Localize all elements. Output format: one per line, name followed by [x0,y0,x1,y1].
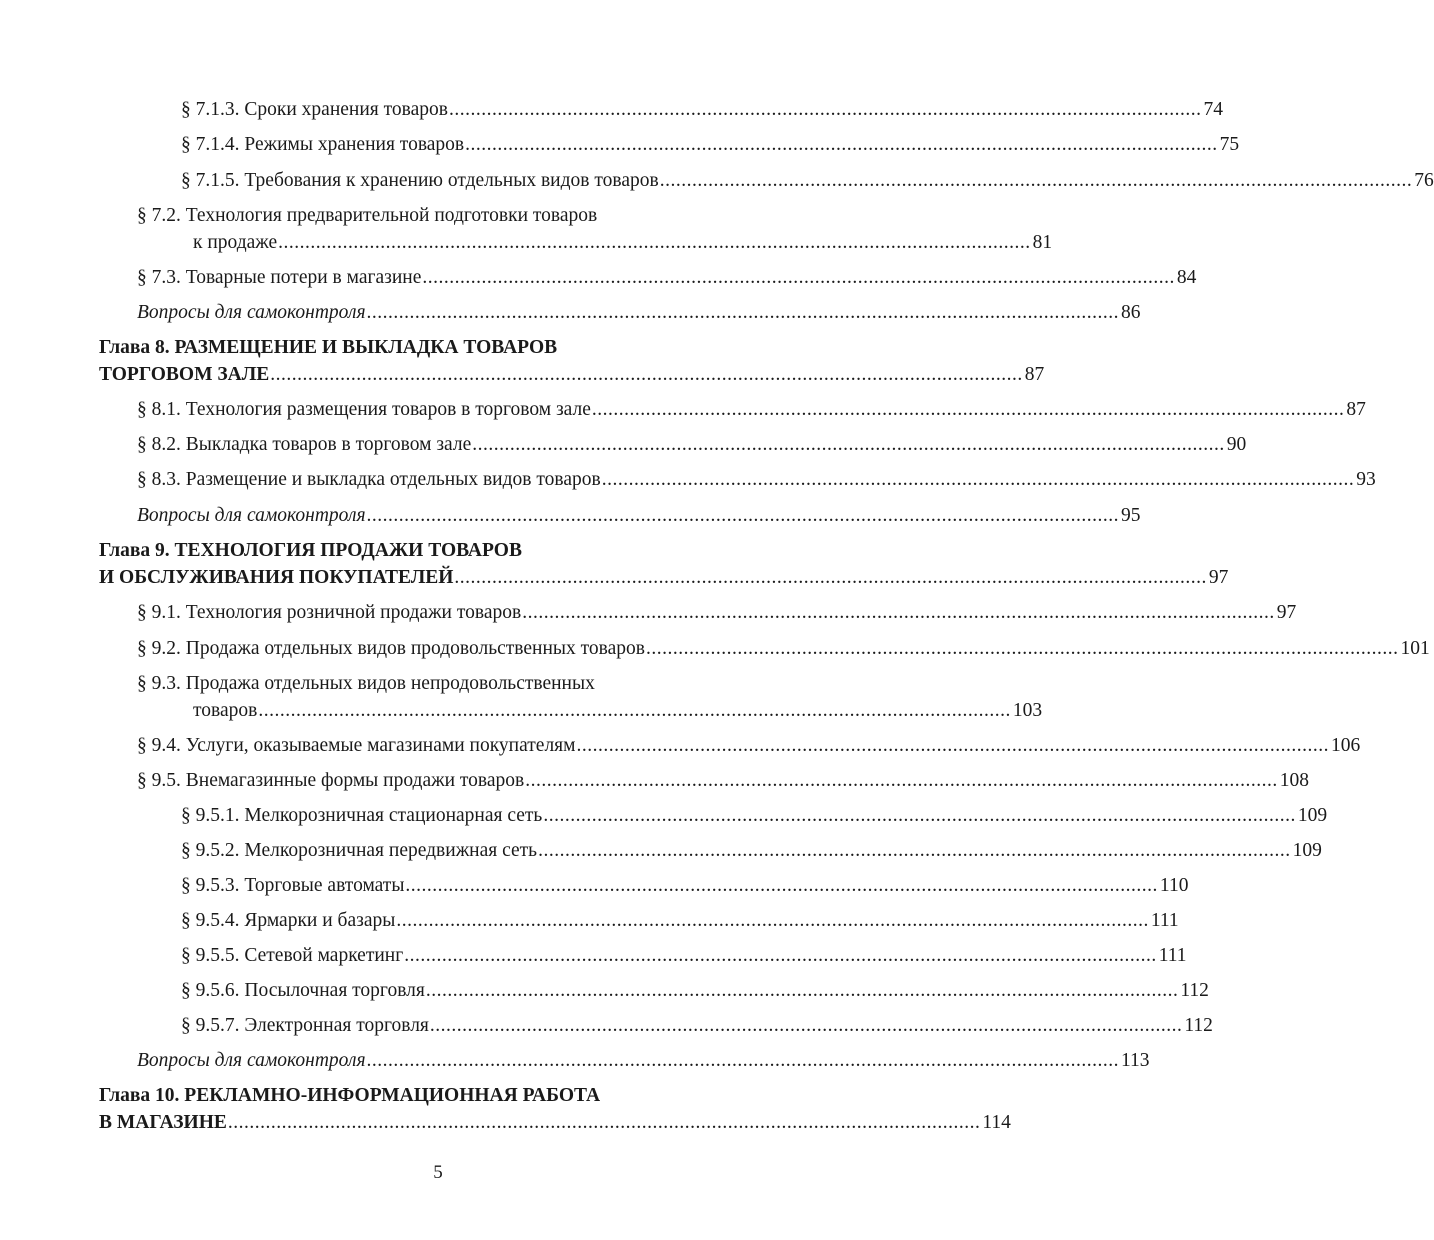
toc-entry [181,803,1328,829]
toc-page-number: 97 [1276,602,1297,623]
toc-page-number: 112 [1184,1015,1213,1036]
toc-entry-title: § 9.2. Продажа отдельных видов продовольственных товаров [137,638,645,659]
chapter-title-line1: Глава 10. РЕКЛАМНО-ИНФОРМАЦИОННАЯ РАБОТА [99,1085,601,1106]
toc-entry-title: § 9.5.6. Посылочная торговля [181,980,425,1001]
chapter-title-line1: Глава 8. РАЗМЕЩЕНИЕ И ВЫКЛАДКА ТОВАРОВ [99,337,558,358]
toc-page-number: 110 [1159,875,1189,896]
dot-leader: ............................................................................................................................................ [543,805,1296,826]
dot-leader: ............................................................................................................................................ [522,602,1275,623]
toc-entry [137,733,1361,759]
dot-leader: ............................................................................................................................................ [601,469,1355,490]
toc-entry-title: В МАГАЗИНЕ [99,1112,227,1133]
dot-leader: ............................................................................................................................................ [258,700,1011,721]
toc-entry-title: Вопросы для самоконтроля [137,1050,366,1071]
toc-page-number: 111 [1150,910,1179,931]
toc-entry [99,1110,1011,1136]
toc-page-number: 93 [1356,469,1376,490]
toc-entry-title: § 9.5.7. Электронная торговля [181,1015,429,1036]
page-number: 5 [433,1162,443,1183]
dot-leader: ............................................................................................................................................ [404,945,1157,966]
toc-entry-title: § 8.1. Технология размещения товаров в торговом зале [137,399,591,420]
toc-entry [181,943,1187,969]
toc-page-number: 101 [1400,638,1430,659]
toc-entry-title: товаров [193,700,258,721]
toc-entry [137,432,1247,458]
toc-entry-title: § 9.1. Технология розничной продажи товаров [137,602,522,623]
toc-entry [193,230,1053,256]
toc-page-number: 108 [1279,770,1309,791]
toc-page-number: 112 [1180,980,1209,1001]
dot-leader: ............................................................................................................................................ [659,170,1413,191]
toc-entry-title: § 7.1.3. Сроки хранения товаров [181,99,448,120]
toc-entry-title: § 7.1.4. Режимы хранения товаров [181,134,465,155]
toc-page-number: 95 [1121,505,1141,526]
toc-entry [193,698,1043,724]
dot-leader: ............................................................................................................................................ [396,910,1149,931]
dot-leader: ............................................................................................................................................ [538,840,1291,861]
dot-leader: ............................................................................................................................................ [472,434,1225,455]
toc-entry [137,636,1430,662]
toc-page-number: 86 [1121,302,1141,323]
toc-page-number: 81 [1032,232,1053,253]
toc-entry [99,362,1045,388]
toc-entry-title: ТОРГОВОМ ЗАЛЕ [99,364,270,385]
toc-entry-title: И ОБСЛУЖИВАНИЯ ПОКУПАТЕЛЕЙ [99,567,454,588]
chapter-title-line1: Глава 9. ТЕХНОЛОГИЯ ПРОДАЖИ ТОВАРОВ [99,540,522,561]
dot-leader: ............................................................................................................................................ [366,505,1120,526]
toc-entry [181,838,1322,864]
toc-entry [137,265,1197,291]
dot-leader: ............................................................................................................................................ [227,1112,981,1133]
dot-leader: ............................................................................................................................................ [366,302,1120,323]
toc-entry-title: § 9.5.2. Мелкорозничная передвижная сеть [181,840,538,861]
toc-entry-title: § 7.3. Товарные потери в магазине [137,267,422,288]
toc-entry [137,768,1309,794]
dot-leader: ............................................................................................................................................ [465,134,1218,155]
dot-leader: ............................................................................................................................................ [645,638,1399,659]
dot-leader: ............................................................................................................................................ [454,567,1207,588]
toc-page-number: 74 [1203,99,1223,120]
dot-leader: ............................................................................................................................................ [270,364,1023,385]
toc-page-number: 114 [982,1112,1011,1133]
toc-entry [181,132,1240,158]
dot-leader: ............................................................................................................................................ [429,1015,1183,1036]
toc-page-number: 111 [1158,945,1187,966]
toc-page-number: 87 [1346,399,1366,420]
toc-entry-title: § 9.5.3. Торговые автоматы [181,875,405,896]
toc-entry [137,503,1141,529]
toc-page-number: 106 [1330,735,1361,756]
dot-leader: ............................................................................................................................................ [576,735,1329,756]
toc-entry [181,168,1434,194]
toc-entry-title: § 7.1.5. Требования к хранению отдельных видов товаров [181,170,659,191]
toc-entry-title: § 9.4. Услуги, оказываемые магазинами покупателям [137,735,576,756]
toc-entry [181,97,1223,123]
dot-leader: ............................................................................................................................................ [425,980,1179,1001]
toc-entry-title: к продаже [193,232,278,253]
dot-leader: ............................................................................................................................................ [422,267,1175,288]
dot-leader: ............................................................................................................................................ [366,1050,1120,1071]
toc-entry [137,300,1141,326]
toc-entry-title: § 8.2. Выкладка товаров в торговом зале [137,434,472,455]
toc-entry [137,467,1376,493]
toc-entry-title-line1: § 9.3. Продажа отдельных видов непродовольственных [137,673,595,694]
toc-entry [181,873,1189,899]
toc-entry-title: § 9.5. Внемагазинные формы продажи товаров [137,770,525,791]
toc-entry [181,1013,1213,1039]
toc-entry-title: § 9.5.1. Мелкорозничная стационарная сеть [181,805,543,826]
toc-entry-title: § 9.5.4. Ярмарки и базары [181,910,396,931]
toc-page-number: 90 [1226,434,1247,455]
toc-page-number: 113 [1121,1050,1150,1071]
toc-page-number: 109 [1297,805,1328,826]
toc-entry [137,600,1297,626]
dot-leader: ............................................................................................................................................ [278,232,1031,253]
toc-entry-title: Вопросы для самоконтроля [137,505,366,526]
toc-entry [137,397,1366,423]
toc-entry [181,978,1209,1004]
toc-page-number: 76 [1414,170,1434,191]
dot-leader: ............................................................................................................................................ [525,770,1278,791]
toc-page-number: 97 [1208,567,1229,588]
dot-leader: ............................................................................................................................................ [405,875,1158,896]
toc-entry-title: § 8.3. Размещение и выкладка отдельных видов товаров [137,469,601,490]
toc-page-number: 84 [1176,267,1197,288]
toc-page-number: 87 [1024,364,1045,385]
toc-page-number: 103 [1012,700,1043,721]
toc-entry [99,565,1229,591]
toc-entry-title: Вопросы для самоконтроля [137,302,366,323]
toc-page-number: 109 [1292,840,1322,861]
dot-leader: ............................................................................................................................................ [591,399,1345,420]
toc-page-number: 75 [1219,134,1240,155]
toc-entry [181,908,1179,934]
toc-entry [137,1048,1150,1074]
dot-leader: ............................................................................................................................................ [448,99,1202,120]
toc-entry-title-line1: § 7.2. Технология предварительной подготовки товаров [137,205,598,226]
toc-entry-title: § 9.5.5. Сетевой маркетинг [181,945,404,966]
